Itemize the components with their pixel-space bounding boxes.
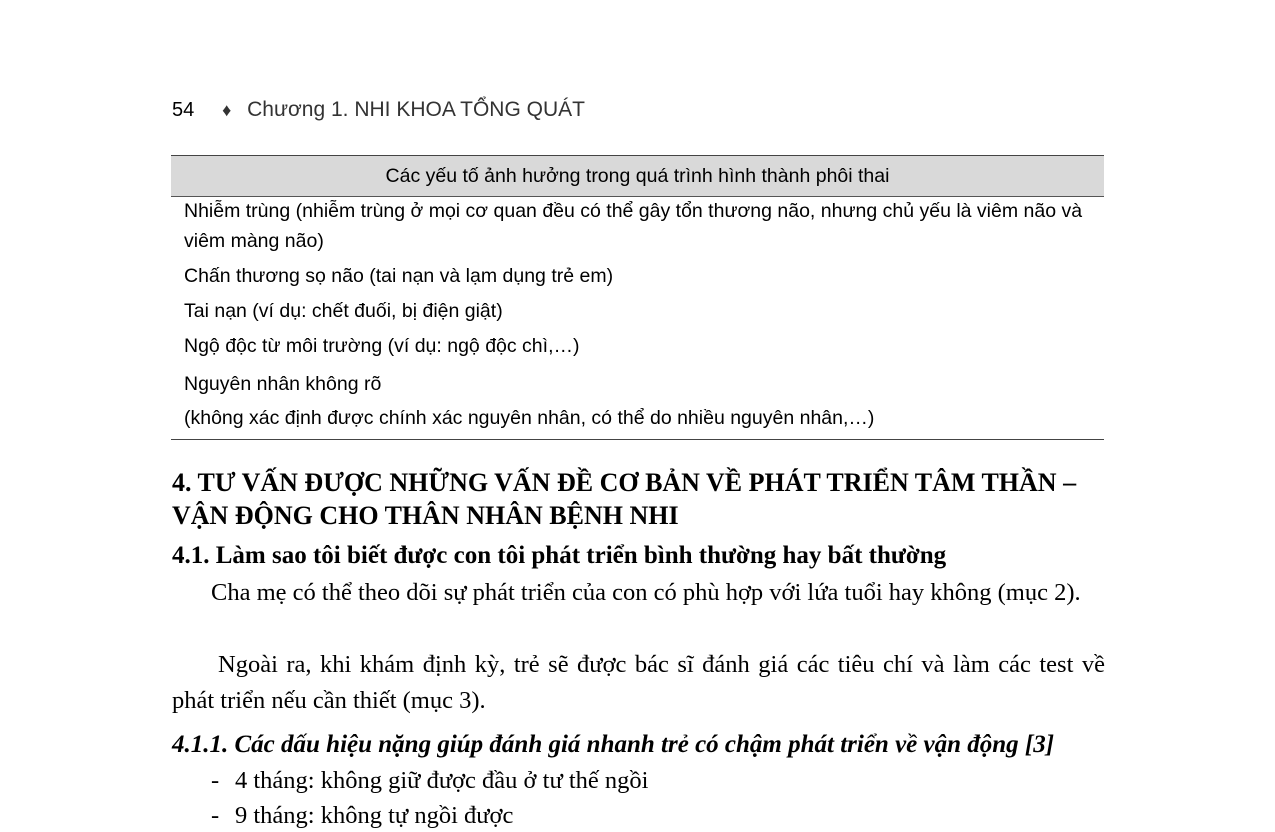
list-item-text: 4 tháng: không giữ được đầu ở tư thế ngồi [235,767,649,794]
paragraph: Cha mẹ có thể theo dõi sự phát triển của con có phù hợp với lứa tuổi hay không (mục 2). [211,579,1081,606]
factors-table [171,155,1104,440]
subsubsection-heading: 4.1.1. Các dấu hiệu nặng giúp đánh giá nhanh trẻ có chậm phát triển về vận động [3] [172,731,1055,758]
table-row: (không xác định được chính xác nguyên nhân, có thể do nhiều nguyên nhân,…) [184,407,875,429]
table-row: Nhiễm trùng (nhiễm trùng ở mọi cơ quan đều có thể gây tổn thương não, nhưng chủ yếu là viêm não và viêm màng não) [184,200,1083,252]
page-number: 54 [172,99,195,121]
list-item [211,800,513,832]
running-head [172,98,585,122]
table-row: Chấn thương sọ não (tai nạn và lạm dụng trẻ em) [184,265,614,287]
bullet-marker: - [211,802,220,829]
paragraph: Ngoài ra, khi khám định kỳ, trẻ sẽ được bác sĩ đánh giá các tiêu chí và làm các test về phát triển nếu cần thiết (mục 3). [172,651,1105,714]
table-header: Các yếu tố ảnh hưởng trong quá trình hình thành phôi thai [171,156,1104,197]
table-row: Nguyên nhân không rõ [184,373,382,395]
subsection-heading: 4.1. Làm sao tôi biết được con tôi phát triển bình thường hay bất thường [172,542,947,569]
table-row: Ngộ độc từ môi trường (ví dụ: ngộ độc chì,…) [184,335,580,357]
list-item [211,765,648,797]
section-heading: 4. TƯ VẤN ĐƯỢC NHỮNG VẤN ĐỀ CƠ BẢN VỀ PHÁT TRIỂN TÂM THẦN – VẬN ĐỘNG CHO THÂN NHÂN BỆNH NHI [172,468,1077,530]
chapter-title: Chương 1. NHI KHOA TỔNG QUÁT [247,98,585,121]
bullet-marker: - [211,767,220,794]
diamond-separator-icon: ♦ [222,100,232,120]
table-row: Tai nạn (ví dụ: chết đuối, bị điện giật) [184,300,503,322]
list-item-text: 9 tháng: không tự ngồi được [235,802,514,829]
